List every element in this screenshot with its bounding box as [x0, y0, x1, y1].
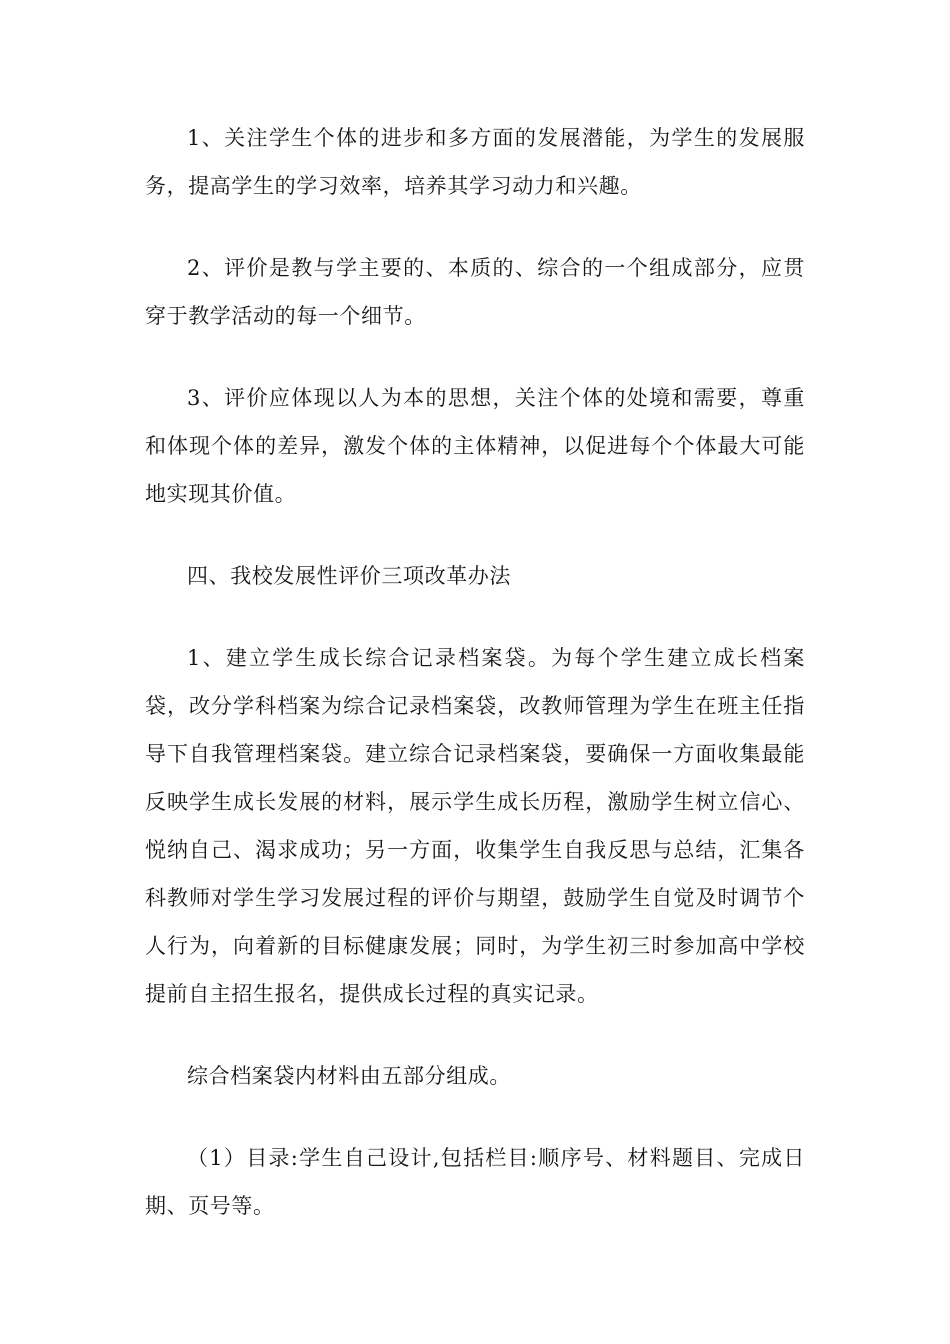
paragraph-point-1: 1、关注学生个体的进步和多方面的发展潜能，为学生的发展服务，提高学生的学习效率，培养其学习动力和兴趣。	[145, 126, 805, 198]
paragraph-portfolio-item-1: （1）目录:学生自己设计,包括栏目:顺序号、材料题目、完成日期、页号等。	[145, 1146, 805, 1218]
paragraph-point-2: 2、评价是教与学主要的、本质的、综合的一个组成部分，应贯穿于教学活动的每一个细节。	[145, 256, 805, 328]
section-heading: 四、我校发展性评价三项改革办法	[187, 564, 511, 588]
paragraph-point-3: 3、评价应体现以人为本的思想，关注个体的处境和需要，尊重和体现个体的差异，激发个体的主体精神，以促进每个个体最大可能地实现其价值。	[145, 386, 805, 506]
paragraph-portfolio-intro: 综合档案袋内材料由五部分组成。	[187, 1064, 511, 1088]
document-body	[145, 114, 805, 1264]
paragraph-method-1: 1、建立学生成长综合记录档案袋。为每个学生建立成长档案袋，改分学科档案为综合记录档案袋，改教师管理为学生在班主任指导下自我管理档案袋。建立综合记录档案袋，要确保一方面收集最能反映学生成长发展的材料，展示学生成长历程，激励学生树立信心、悦纳自己、渴求成功；另一方面，收集学生自我反思与总结，汇集各科教师对学生学习发展过程的评价与期望，鼓励学生自觉及时调节个人行为，向着新的目标健康发展；同时，为学生初三时参加高中学校提前自主招生报名，提供成长过程的真实记录。	[145, 646, 805, 1006]
